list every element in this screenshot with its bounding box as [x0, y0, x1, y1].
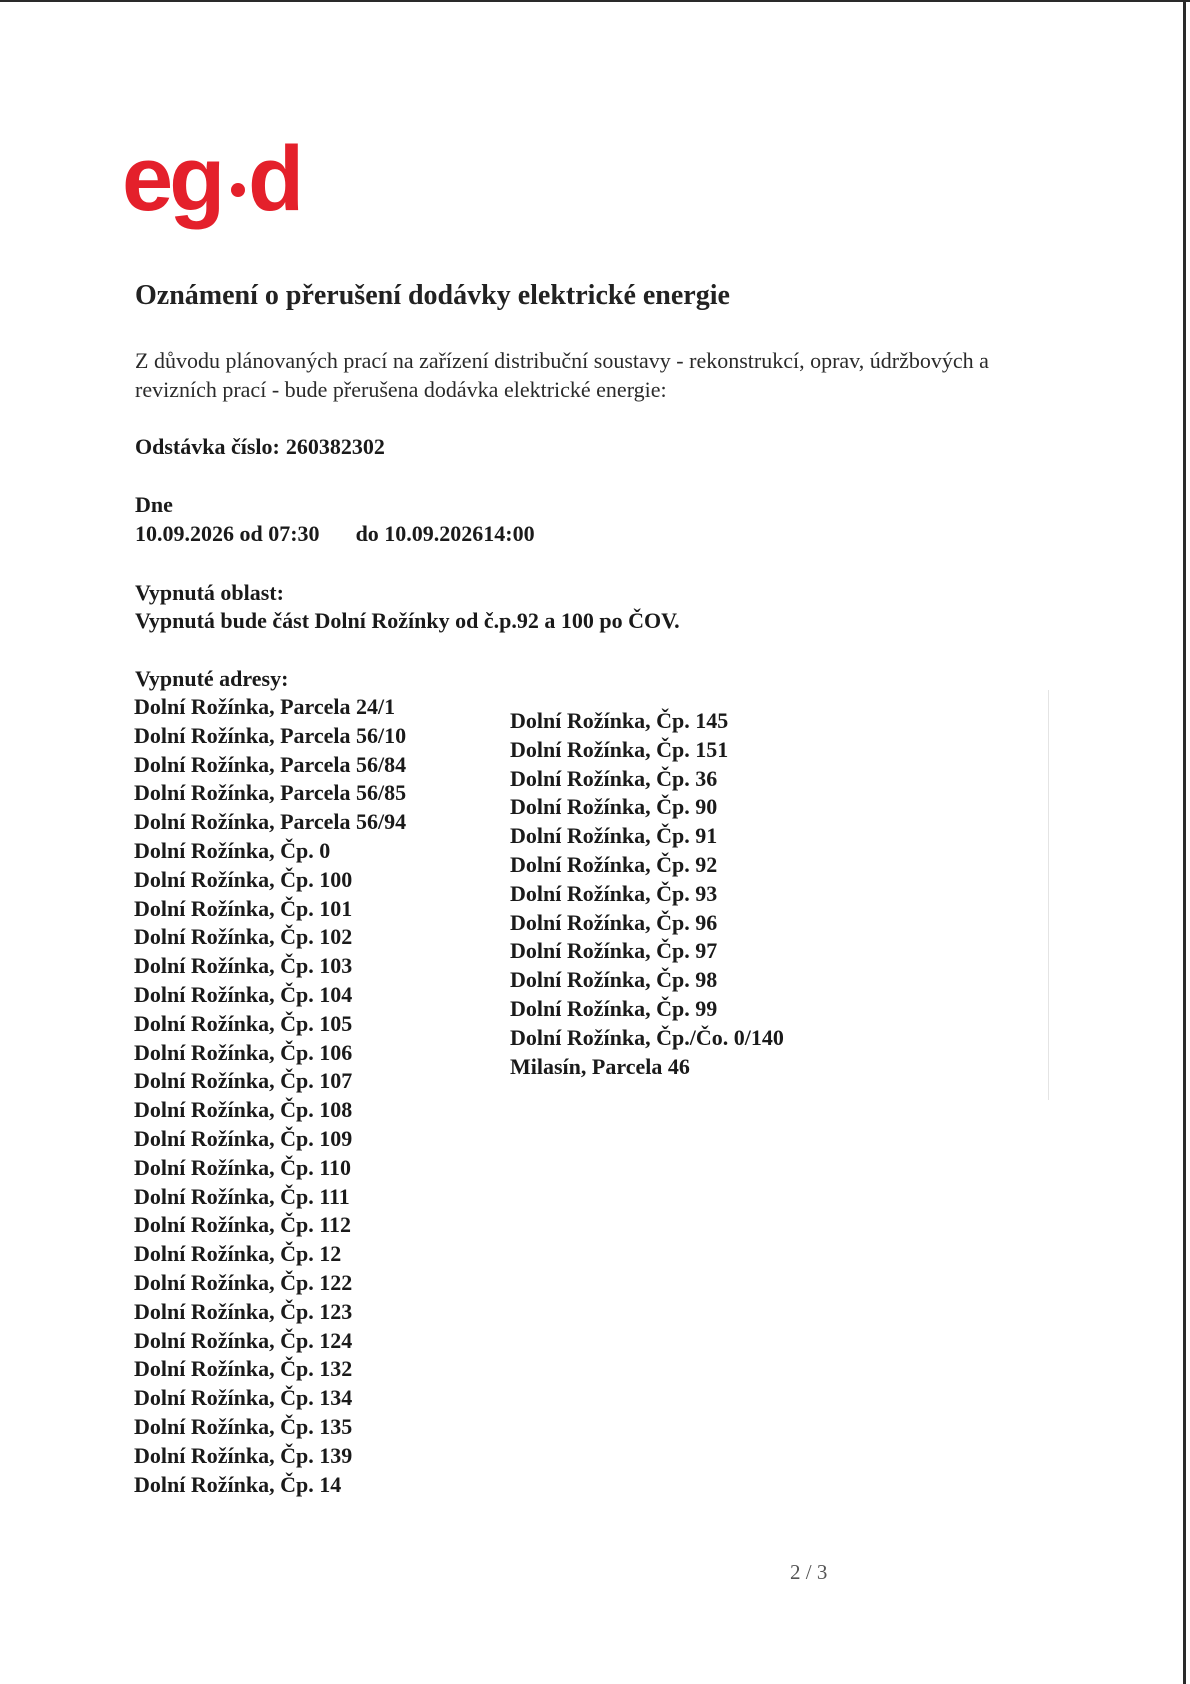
page-number: 2 / 3	[790, 1560, 828, 1584]
area-label: Vypnutá oblast:	[135, 580, 284, 605]
address-item: Dolní Rožínka, Čp. 96	[510, 909, 718, 935]
area-text: Vypnutá bude část Dolní Rožínky od č.p.92 a 100 po ČOV.	[135, 608, 680, 633]
intro-paragraph: Z důvodu plánovaných prací na zařízení distribuční soustavy - rekonstrukcí, oprav, údržbových a revizních prací - bude přerušena dodávka elektrické energie:	[135, 348, 989, 402]
egd-logo	[122, 138, 342, 248]
address-item: Dolní Rožínka, Čp. 139	[134, 1442, 353, 1468]
address-item: Dolní Rožínka, Čp. 36	[510, 765, 718, 791]
address-item: Dolní Rožínka, Čp. 98	[510, 967, 718, 993]
outage-value: 260382302	[285, 434, 385, 459]
address-item: Dolní Rožínka, Čp. 90	[510, 794, 718, 820]
address-item: Dolní Rožínka, Čp. 111	[134, 1183, 350, 1209]
address-item: Dolní Rožínka, Čp. 135	[134, 1413, 353, 1439]
address-item: Dolní Rožínka, Čp. 122	[134, 1269, 353, 1295]
address-item: Dolní Rožínka, Čp. 106	[134, 1039, 353, 1065]
address-item: Dolní Rožínka, Čp. 104	[134, 981, 353, 1007]
address-item: Dolní Rožínka, Čp. 92	[510, 851, 718, 877]
address-item: Dolní Rožínka, Čp. 107	[134, 1068, 353, 1094]
address-item: Dolní Rožínka, Čp. 151	[510, 736, 729, 762]
svg-text:d: d	[248, 138, 305, 230]
address-list-right	[510, 707, 784, 1081]
address-item: Dolní Rožínka, Čp. 109	[134, 1125, 353, 1151]
date-label: Dne	[135, 492, 173, 517]
address-list-left	[134, 693, 406, 1499]
address-item: Dolní Rožínka, Čp. 91	[510, 823, 718, 849]
address-item: Dolní Rožínka, Čp. 12	[134, 1241, 342, 1267]
address-item: Dolní Rožínka, Parcela 24/1	[134, 694, 396, 719]
address-item: Dolní Rožínka, Parcela 56/94	[134, 809, 407, 835]
address-item: Dolní Rožínka, Čp. 101	[134, 895, 353, 921]
address-item: Dolní Rožínka, Čp. 105	[134, 1010, 353, 1036]
addresses-label: Vypnuté adresy:	[135, 666, 289, 691]
address-item: Dolní Rožínka, Čp. 112	[134, 1212, 351, 1238]
page-title: Oznámení o přerušení dodávky elektrické energie	[135, 280, 730, 311]
address-item: Milasín, Parcela 46	[510, 1053, 690, 1079]
outage-number	[135, 434, 385, 460]
address-item: Dolní Rožínka, Čp. 93	[510, 880, 718, 906]
scan-edge-right	[1183, 0, 1186, 1684]
address-item: Dolní Rožínka, Čp. 97	[510, 938, 718, 964]
scan-artifact-line	[1048, 690, 1049, 1100]
scan-edge-top	[0, 0, 1190, 2]
address-item: Dolní Rožínka, Čp. 110	[134, 1154, 351, 1180]
svg-text:eg: eg	[122, 138, 222, 230]
address-item: Dolní Rožínka, Čp. 132	[134, 1356, 353, 1382]
address-item: Dolní Rožínka, Parcela 56/84	[134, 751, 407, 777]
date-from: 10.09.2026 od 07:30	[135, 521, 320, 546]
address-item: Dolní Rožínka, Čp. 108	[134, 1097, 353, 1123]
date-range	[135, 521, 535, 547]
outage-label: Odstávka číslo:	[135, 434, 280, 459]
address-item: Dolní Rožínka, Čp. 14	[134, 1471, 342, 1497]
egd-logo-mark	[122, 138, 342, 248]
address-item: Dolní Rožínka, Parcela 56/10	[134, 722, 407, 748]
address-item: Dolní Rožínka, Čp. 100	[134, 866, 353, 892]
date-to: do 10.09.202614:00	[355, 521, 535, 546]
address-item: Dolní Rožínka, Čp. 99	[510, 995, 718, 1021]
address-item: Dolní Rožínka, Čp. 123	[134, 1298, 353, 1324]
address-item: Dolní Rožínka, Čp. 102	[134, 924, 353, 950]
address-item: Dolní Rožínka, Čp. 145	[510, 708, 729, 733]
address-item: Dolní Rožínka, Čp. 0	[134, 837, 331, 863]
address-item: Dolní Rožínka, Čp. 124	[134, 1327, 353, 1353]
address-item: Dolní Rožínka, Čp./Čo. 0/140	[510, 1024, 784, 1050]
address-item: Dolní Rožínka, Čp. 103	[134, 953, 353, 979]
address-item: Dolní Rožínka, Parcela 56/85	[134, 780, 407, 806]
address-item: Dolní Rožínka, Čp. 134	[134, 1385, 353, 1411]
